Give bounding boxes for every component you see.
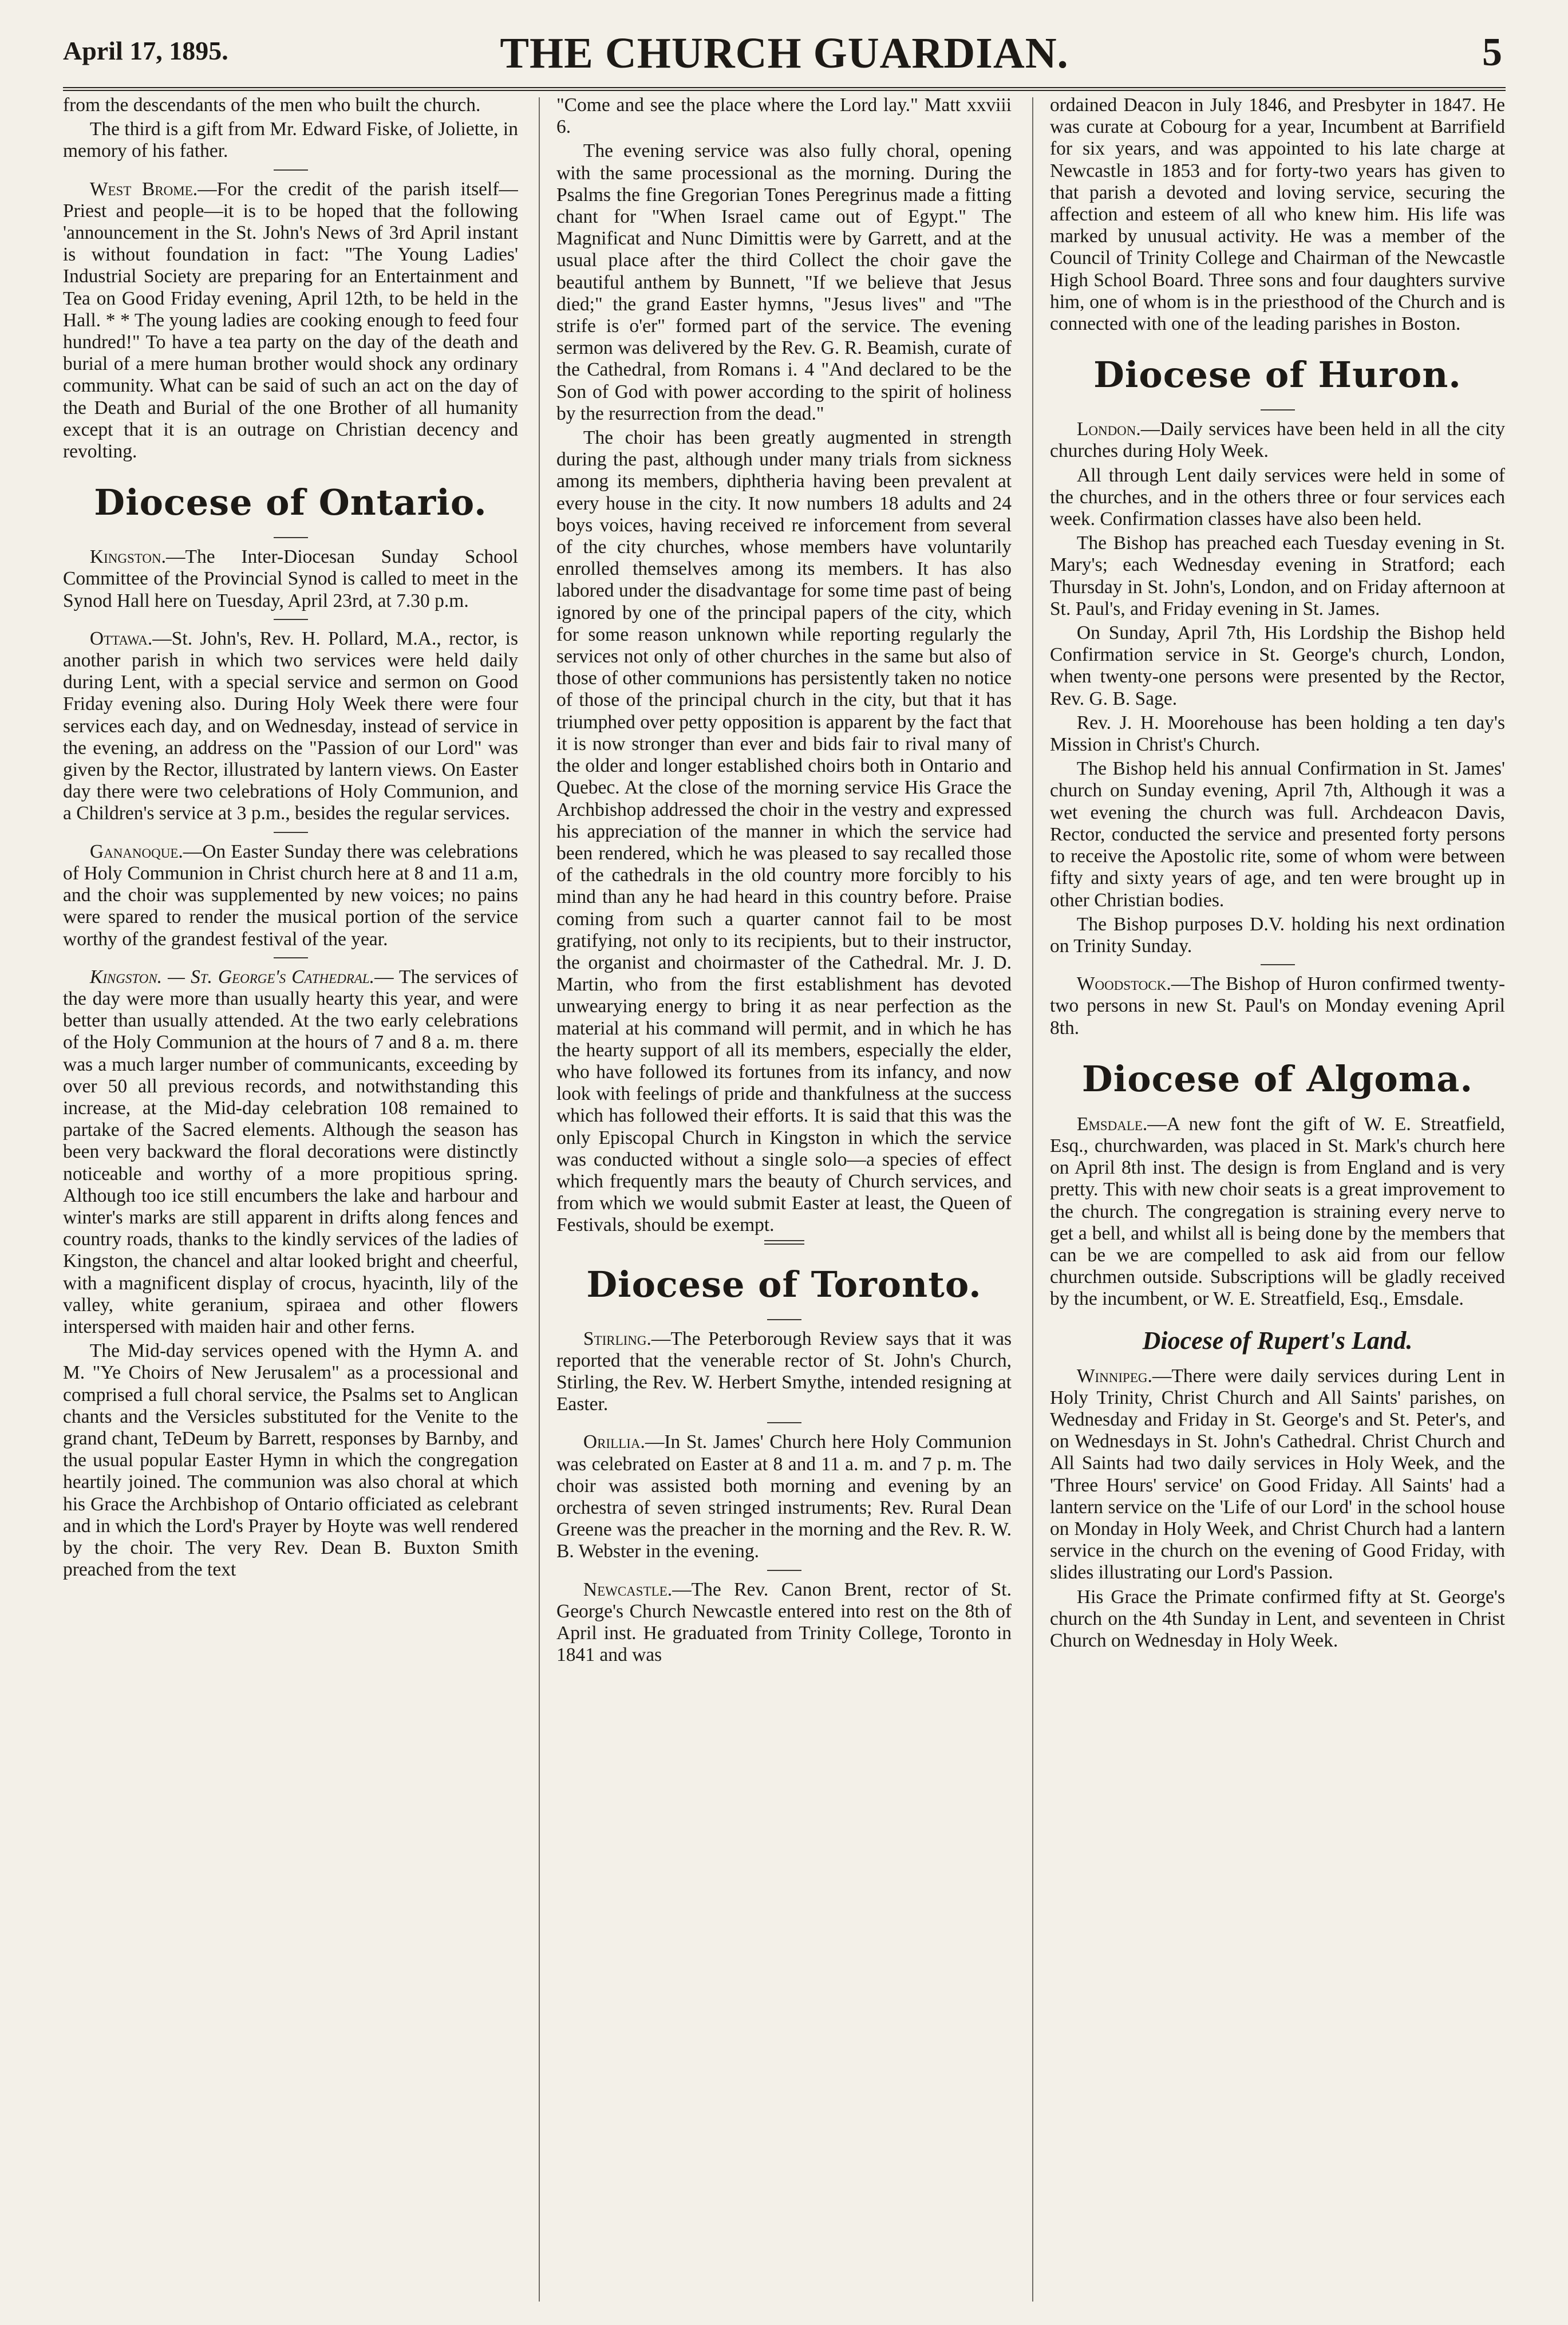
- separator: [764, 1240, 804, 1245]
- separator: [274, 619, 308, 620]
- paragraph: Rev. J. H. Moorehouse has been holding a ten day's Mission in Christ's Church.: [1050, 712, 1505, 756]
- paragraph: The choir has been greatly augmented in strength during the past, although under many trials from sickness among its members, diphtheria having been prevalent at every house in the city. It now numbers 18 adults and 24 boys voices, having received re inforcement from several of the city churches, whose members have voluntarily enrolled themselves among its members. It has also labored under the disadvantage for some time past of being ignored by one of the principal papers of the city, which for some reason unknown while reporting regularly the services not only of other churches in the same but also of those of other communions has persistently taken no notice of those of the principal church in the city, but that it has triumphed over petty opposition is apparent by the fact that it is now stronger than ever and bids fair to rival many of the older and longer established choirs both in Ontario and Quebec. At the close of the morning service His Grace the Archbishop addressed the choir in the vestry and expressed his appreciation of the manner in which the service had been rendered, which he was pleased to say recalled those of the cathedrals in the old country more forcibly to his mind than any he had heard in this country before. Praise coming from such a quarter cannot fail to be most gratifying, not only to its recipients, but to their instructor, the organist and choirmaster of the Cathedral. Mr. J. D. Martin, who from the first establishment has devoted unwearying energy to bring it as near perfection as the material at his command will permit, and in which he has the hearty support of all its members, especially the elder, who have followed its fortunes from its infancy, and now look with feelings of pride and thankfulness at the success which has followed their efforts. It is said that this was the only Episcopal Church in Kingston in which the service was conducted without a single solo—a species of effect which frequently mars the beauty of Church services, and from which we would submit Easter at least, the Queen of Festivals, should be exempt.: [556, 427, 1012, 1236]
- separator: [1261, 964, 1295, 965]
- place-name: Ottawa.: [89, 627, 153, 649]
- issue-date: April 17, 1895.: [63, 36, 228, 65]
- paragraph: Orillia.—In St. James' Church here Holy Communion was celebrated on Easter at 8 and 11 a. m. and 7 p. m. The choir was assisted both morning and evening by an orchestra of seven stringed instruments; Rev. Rural Dean Greene was the preacher in the morning and the Rev. R. W. B. Webster in the evening.: [556, 1431, 1012, 1562]
- paragraph: Emsdale.—A new font the gift of W. E. Streatfield, Esq., churchwarden, was placed in St. Mark's church here on April 8th inst. The design is from England and is very pretty. This with new choir seats is a great improvement to the church. The congregation is straining every nerve to get a bell, and whilst all is being done by the members that can be we are compelled to ask aid from our fellow churchmen outside. Subscriptions will be gladly received by the incumbent, or W. E. Streatfield, Esq., Emsdale.: [1050, 1113, 1505, 1310]
- place-name: Newcastle.: [583, 1578, 673, 1600]
- page-number: 5: [1482, 30, 1502, 74]
- column-2: [556, 94, 1012, 2310]
- paragraph: Woodstock.—The Bishop of Huron confirmed twenty-two persons in new St. Paul's on Monday evening April 8th.: [1050, 973, 1505, 1039]
- paragraph: All through Lent daily services were held in some of the churches, and in the others three or four services each week. Confirmation classes have also been held.: [1050, 464, 1505, 530]
- paragraph: from the descendants of the men who built the church.: [63, 94, 481, 116]
- paragraph: His Grace the Primate confirmed fifty at St. George's church on the 4th Sunday in Lent, and seventeen in Christ Church on Wednesday in Holy Week.: [1050, 1586, 1505, 1651]
- separator: [274, 537, 308, 538]
- paragraph: The third is a gift from Mr. Edward Fiske, of Joliette, in memory of his father.: [63, 119, 518, 162]
- place-name: Kingston. — St. George's Cathedral.: [89, 966, 375, 988]
- place-name: Orillia.: [583, 1431, 645, 1453]
- separator: [274, 832, 308, 833]
- separator: [1261, 409, 1295, 410]
- separator: [767, 1319, 801, 1320]
- section-heading: Diocese of Toronto.: [586, 1263, 982, 1305]
- paragraph: ordained Deacon in July 1846, and Presbyter in 1847. He was curate at Cobourg for a year, Incumbent at Barrifield for six years, and was appointed to his late charge at Newcastle in 1853 and for forty-two years has given to that parish a devoted and loving service, securing the affection and esteem of all who knew him. His life was marked by unusual activity. He was a member of the Council of Trinity College and Chairman of the Newcastle High School Board. Three sons and four daughters survive him, one of whom is in the priesthood of the Church and is connected with one of the leading parishes in Boston.: [1050, 94, 1505, 335]
- place-name: Gananoque.: [89, 840, 183, 862]
- paragraph: Gananoque.—On Easter Sunday there was celebrations of Holy Communion in Christ church here at 8 and 11 a.m, and the choir was supplemented by new voices; no pains were spared to render the musical portion of the service worthy of the grandest festival of the year.: [63, 840, 518, 950]
- separator: [274, 957, 308, 958]
- column-3: [1050, 94, 1505, 2310]
- paragraph: The evening service was also fully choral, opening with the same processional as the morning. During the Psalms the fine Gregorian Tones Peregrinus made a fitting chant for "When Israel came out of Egypt." The Magnificat and Nunc Dimittis were by Garrett, and at the usual place after the third Collect the choir gave the beautiful anthem by Bunnett, "If we believe that Jesus died;" the grand Easter hymns, "Jesus lives" and "The strife is o'er" formed part of the service. The evening sermon was delivered by the Rev. G. R. Beamish, curate of the Cathedral, from Romans i. 4 "And declared to be the Son of God with power according to the spirit of holiness by the resurrection from the dead.": [556, 140, 1012, 424]
- newspaper-title: THE CHURCH GUARDIAN.: [500, 29, 1069, 77]
- place-name: West Brome.: [89, 178, 198, 200]
- paragraph: The Bishop purposes D.V. holding his next ordination on Trinity Sunday.: [1050, 913, 1505, 957]
- separator: [767, 1422, 801, 1423]
- masthead: [63, 18, 1506, 91]
- section-subheading: Diocese of Rupert's Land.: [1142, 1326, 1413, 1355]
- section-heading: Diocese of Huron.: [1093, 354, 1462, 396]
- place-name: Kingston.: [89, 546, 166, 568]
- column-1: [63, 94, 518, 2310]
- place-name: Woodstock.: [1076, 973, 1171, 995]
- separator: [274, 169, 308, 171]
- place-name: Stirling.: [583, 1328, 651, 1349]
- column-rule-2: [1032, 97, 1033, 2302]
- column-rule-1: [539, 97, 540, 2302]
- section-heading: Diocese of Algoma.: [1081, 1057, 1474, 1100]
- place-name: London.: [1076, 419, 1141, 440]
- paragraph: London.—Daily services have been held in all the city churches during Holy Week.: [1050, 419, 1505, 462]
- paragraph: Winnipeg.—There were daily services during Lent in Holy Trinity, Christ Church and All Saints' parishes, on Wednesday and Friday in St. George's and St. Peter's, and on Wednesdays in St. John's Cathedral. Christ Church and All Saints had two daily services in Holy Week, and the 'Three Hours' service' on Good Friday. All Saints' had a lantern service on the 'Life of our Lord' in the school house on Monday in Holy Week, and Christ Church had a lantern service in the church on the evening of Good Friday, with slides illustrating our Lord's Passion.: [1050, 1365, 1505, 1584]
- paragraph: West Brome.—For the credit of the parish itself—Priest and people—it is to be hoped that the following 'announcement in the St. John's News of 3rd April instant is without foundation in fact: "The Young Ladies' Industrial Society are preparing for an Entertainment and Tea on Good Friday evening, April 12th, to be held in the Hall. * * The young ladies are cooking enough to feed four hundred!" To have a tea party on the day of the death and burial of a mere human brother would shock any ordinary community. What can be said of such an act on the day of the Death and Burial of the one Brother of all humanity except that it is an outrage on Christian decency and revolting.: [63, 178, 518, 463]
- section-heading: Diocese of Ontario.: [94, 481, 487, 524]
- place-name: Winnipeg.: [1076, 1365, 1152, 1387]
- paragraph: The Bishop has preached each Tuesday evening in St. Mary's; each Wednesday evening in Stratford; each Thursday in St. John's, London, and on Friday afternoon at St. Paul's, and Friday evening in St. James.: [1050, 532, 1505, 619]
- paragraph: Kingston.—The Inter-Diocesan Sunday School Committee of the Provincial Synod is called to meet in the Synod Hall here on Tuesday, April 23rd, at 7.30 p.m.: [63, 546, 518, 611]
- paragraph: Ottawa.—St. John's, Rev. H. Pollard, M.A., rector, is another parish in which two services were held daily during Lent, with a special service and sermon on Good Friday evening also. During Holy Week there were four services each day, and on Wednesday, instead of service in the evening, an address on the "Passion of our Lord" was given by the Rector, illustrated by lantern views. On Easter day there were two celebrations of Holy Communion, and a Children's service at 3 p.m., besides the regular services.: [63, 627, 518, 824]
- paragraph: Stirling.—The Peterborough Review says that it was reported that the venerable rector of St. John's Church, Stirling, the Rev. W. Herbert Smythe, intended resigning at Easter.: [556, 1328, 1012, 1415]
- paragraph: The Bishop held his annual Confirmation in St. James' church on Sunday evening, April 7th, Although it was a wet evening the church was full. Archdeacon Davis, Rector, conducted the service and presented forty persons to receive the Apostolic rite, some of whom were between fifty and sixty years of age, and ten were brought up in other Christian bodies.: [1050, 758, 1505, 911]
- paragraph: On Sunday, April 7th, His Lordship the Bishop held Confirmation service in St. George's church, London, when twenty-one persons were presented by the Rector, Rev. G. B. Sage.: [1050, 622, 1505, 709]
- place-name: Emsdale.: [1076, 1113, 1148, 1135]
- paragraph: Newcastle.—The Rev. Canon Brent, rector of St. George's Church Newcastle entered into rest on the 8th of April inst. He graduated from Trinity College, Toronto in 1841 and was: [556, 1578, 1012, 1666]
- separator: [767, 1570, 801, 1571]
- paragraph: "Come and see the place where the Lord lay." Matt xxviii 6.: [556, 94, 1012, 138]
- paragraph: Kingston. — St. George's Cathedral.— The services of the day were more than usually hearty this year, and were better than usually attended. At the two early celebrations of the Holy Communion at the hours of 7 and 8 a. m. there was a much larger number of communicants, exceeding by over 50 all previous records, and notwithstanding this increase, at the Mid-day celebration 108 remained to partake of the Sacred elements. Although the season has been very backward the floral decorations were distinctly noticeable and worthy of a more propitious spring. Although too ice still encumbers the lake and harbour and winter's marks are still apparent in drifts along fences and country roads, thanks to the kindly services of the ladies of Kingston, the chancel and altar looked bright and cheerful, with a magnificent display of crocus, hyacinth, lily of the valley, white geranium, spiraea and other flowers interspersed with maiden hair and other ferns.: [63, 966, 518, 1337]
- paragraph: The Mid-day services opened with the Hymn A. and M. "Ye Choirs of New Jerusalem" as a processional and comprised a full choral service, the Psalms set to Anglican chants and the Versicles substituted for the Venite to the grand chant, TeDeum by Barrett, responses by Barnby, and the usual popular Easter Hymn in which the congregation heartily joined. The communion was also choral at which his Grace the Archbishop of Ontario officiated as celebrant and in which the Lord's Prayer by Hoyte was well rendered by the choir. The very Rev. Dean B. Buxton Smith preached from the text: [63, 1340, 518, 1581]
